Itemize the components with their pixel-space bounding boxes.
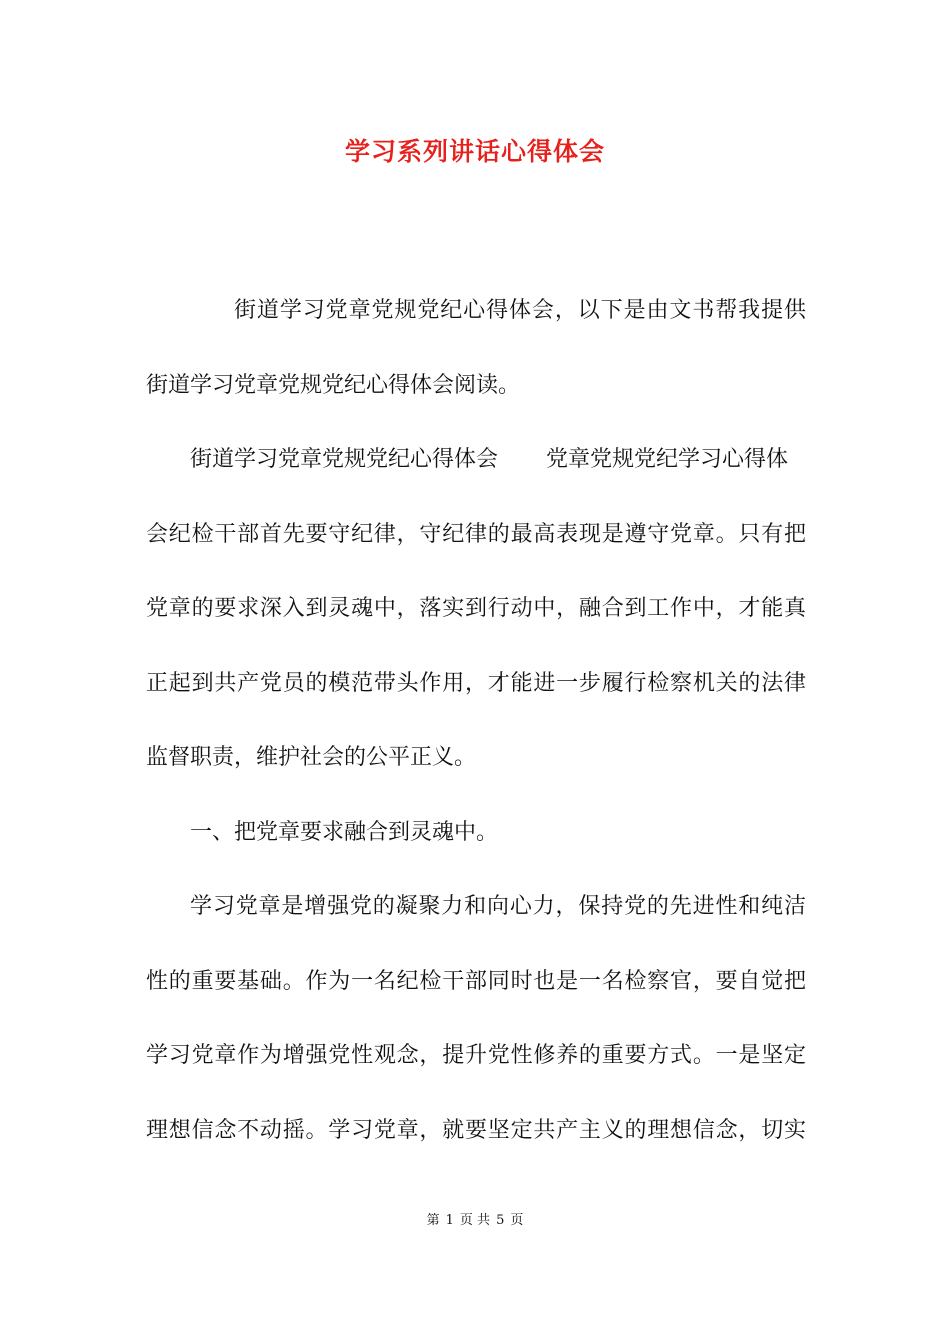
paragraph-line: 学习党章是增强党的凝聚力和向心力，保持党的先进性和纯洁 <box>190 894 806 919</box>
paragraph-line: 监督职责，维护社会的公平正义。 <box>146 745 477 770</box>
document-body <box>146 274 806 1168</box>
paragraph-line: 性的重要基础。作为一名纪检干部同时也是一名检察官，要自觉把 <box>146 968 806 994</box>
document-title: 学习系列讲话心得体会 <box>344 137 605 166</box>
paragraph-line: 街道学习党章党规党纪心得体会，以下是由文书帮我提供 <box>234 298 806 323</box>
paragraph-segment: 街道学习党章党规党纪心得体会 <box>190 447 499 472</box>
footer-total-pages: 5 <box>496 1213 505 1228</box>
paragraph-line: 学习党章作为增强党性观念，提升党性修养的重要方式。一是坚定 <box>146 1043 806 1068</box>
footer-current-page: 1 <box>445 1213 454 1228</box>
paragraph-line: 正起到共产党员的模范带头作用，才能进一步履行检察机关的法律 <box>146 670 806 696</box>
page-footer <box>0 1209 950 1228</box>
footer-label-of: 页 共 <box>459 1213 491 1228</box>
section-heading: 一、把党章要求融合到灵魂中。 <box>190 819 499 845</box>
paragraph-line: 党章的要求深入到灵魂中，落实到行动中，融合到工作中，才能真 <box>146 596 806 621</box>
paragraph-line-composite <box>146 423 806 498</box>
footer-label-page: 第 <box>426 1213 440 1228</box>
paragraph-line: 会纪检干部首先要守纪律，守纪律的最高表现是遵守党章。只有把 <box>146 521 806 547</box>
paragraph-line: 理想信念不动摇。学习党章，就要坚定共产主义的理想信念，切实 <box>146 1117 806 1143</box>
paragraph-line: 街道学习党章党规党纪心得体会阅读。 <box>146 372 521 398</box>
footer-label-end: 页 <box>510 1213 524 1228</box>
paragraph-segment: 党章党规党纪学习心得体 <box>546 447 789 472</box>
